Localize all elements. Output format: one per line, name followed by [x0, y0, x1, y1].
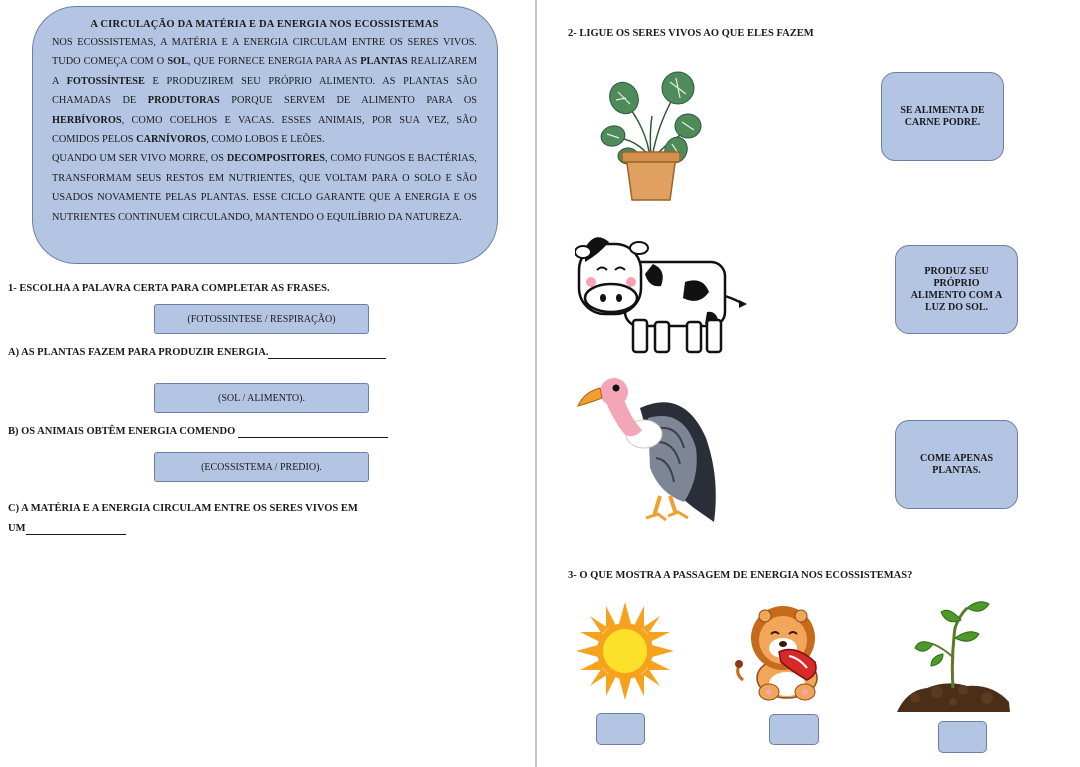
sentence-b: B) OS ANIMAIS OBTÊM ENERGIA COMENDO: [8, 426, 388, 438]
intro-title: A CIRCULAÇÃO DA MATÉRIA E DA ENERGIA NOS ECOSSISTEMAS: [90, 19, 439, 30]
intro-text-box: [32, 6, 498, 264]
question-1-title: 1- ESCOLHA A PALAVRA CERTA PARA COMPLETAR AS FRASES.: [8, 283, 330, 294]
lion-eating-meat-image[interactable]: [735, 604, 831, 702]
question-2-title: 2- LIGUE OS SERES VIVOS AO QUE ELES FAZEM: [568, 28, 814, 39]
question-3-title: 3- O QUE MOSTRA A PASSAGEM DE ENERGIA NOS ECOSSISTEMAS?: [568, 570, 913, 581]
sentence-c-line1: C) A MATÉRIA E A ENERGIA CIRCULAM ENTRE OS SERES VIVOS EM: [8, 503, 358, 514]
options-box-a: (FOTOSSINTESE / RESPIRAÇÃO): [154, 304, 369, 334]
action-card-2[interactable]: PRODUZ SEU PRÓPRIO ALIMENTO COM A LUZ DO SOL.: [895, 245, 1018, 334]
answer-blank-b[interactable]: [238, 426, 388, 438]
answer-blank-c[interactable]: [26, 523, 126, 535]
cow-image[interactable]: [575, 226, 750, 358]
intro-paragraph-2: QUANDO UM SER VIVO MORRE, OS DECOMPOSITORES, COMO FUNGOS E BACTÉRIAS, TRANSFORMAM SEUS RESTOS EM NUTRIENTES, QUE VOLTAM PARA O SOLO E SÃO USADOS NOVAMENTE PELAS PLANTAS. ESSE CICLO GARANTE QUE A ENERGIA E OS NUTRIENTES CONTINUEM CIRCULANDO, MANTENDO O EQUILÍBRIO DA NATUREZA.: [52, 153, 477, 223]
answer-box-sun[interactable]: [596, 713, 645, 745]
answer-box-sprout[interactable]: [938, 721, 987, 753]
potted-plant-image[interactable]: [598, 68, 703, 202]
sentence-c-line2: UM: [8, 523, 126, 535]
page-divider: [535, 0, 537, 767]
intro-paragraph-1: NOS ECOSSISTEMAS, A MATÉRIA E A ENERGIA CIRCULAM ENTRE OS SERES VIVOS. TUDO COMEÇA COM O SOL, QUE FORNECE ENERGIA PARA AS PLANTAS REALIZAREM A FOTOSSÍNTESE E PRODUZIREM SEU PRÓPRIO ALIMENTO. AS PLANTAS SÃO CHAMADAS DE PRODUTORAS PORQUE SERVEM DE ALIMENTO PARA OS HERBÍVOROS, COMO COELHOS E VACAS. ESSES ANIMAIS, POR SUA VEZ, SÃO COMIDOS PELOS CARNÍVOROS, COMO LOBOS E LEÕES.: [52, 37, 477, 146]
action-card-3[interactable]: COME APENAS PLANTAS.: [895, 420, 1018, 509]
options-box-c: (ECOSSISTEMA / PREDIO).: [154, 452, 369, 482]
sentence-a: A) AS PLANTAS FAZEM PARA PRODUZIR ENERGIA.: [8, 347, 386, 359]
action-card-1[interactable]: SE ALIMENTA DE CARNE PODRE.: [881, 72, 1004, 161]
options-box-b: (SOL / ALIMENTO).: [154, 383, 369, 413]
sun-image[interactable]: [576, 602, 674, 700]
answer-blank-a[interactable]: [268, 347, 386, 359]
answer-box-lion[interactable]: [769, 714, 819, 745]
sprout-image[interactable]: [897, 598, 1010, 712]
vulture-image[interactable]: [574, 378, 730, 530]
